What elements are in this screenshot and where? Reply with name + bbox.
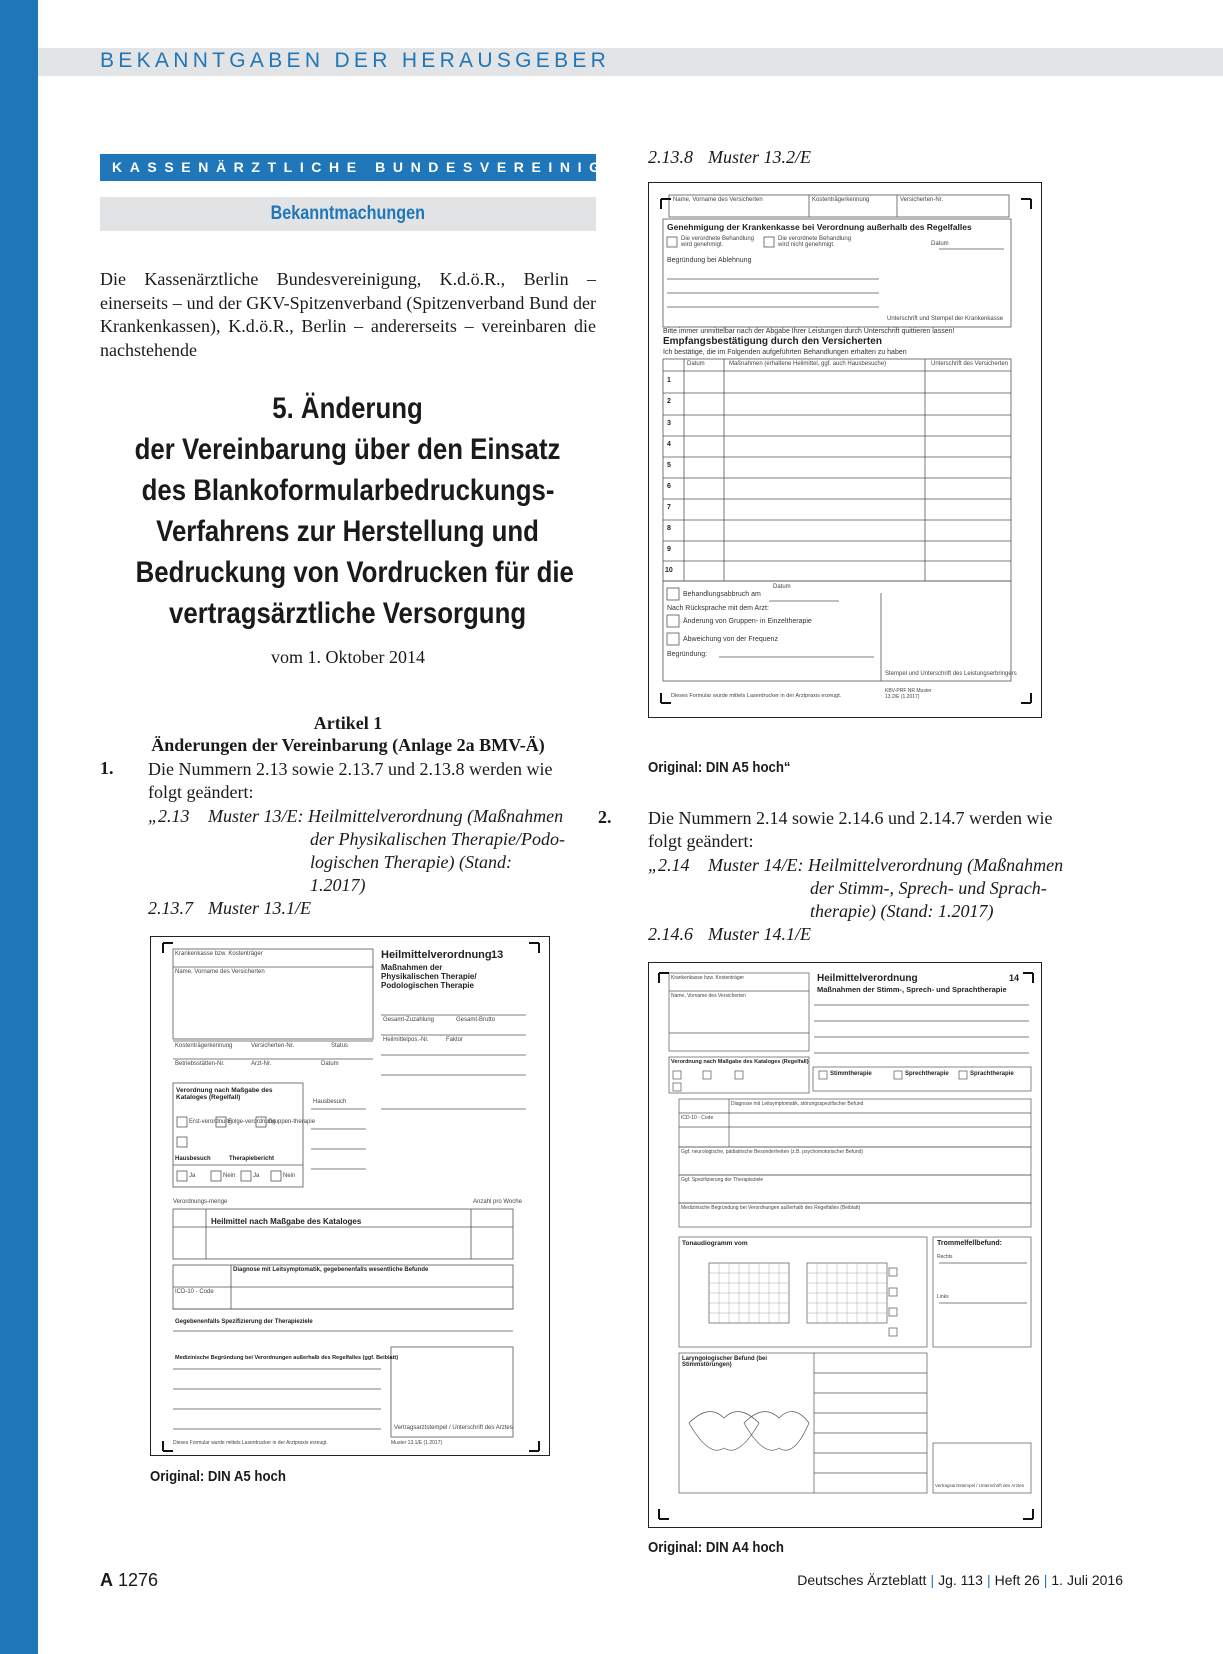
form-label: Status (331, 1043, 349, 1049)
form-label: KBV-PRF NR Muster 13.2/E (1.2017) (885, 688, 932, 700)
form-label: Medizinische Begründung bei Verordnungen außerhalb des Regelfalles (Beiblatt) (681, 1205, 861, 1211)
form-label: ICD-10 - Code (681, 1115, 714, 1121)
form-label: Tonaudiogramm vom (682, 1240, 748, 1247)
form-number: 14 (1009, 973, 1020, 983)
journal-issue: Heft 26 (994, 1572, 1040, 1588)
form-label: Datum (773, 584, 791, 590)
item-number: 1. (100, 758, 114, 778)
form-label: Laryngologischer Befund (bei Stimmstörungen) (682, 1356, 768, 1368)
form-label: Datum (321, 1061, 339, 1067)
title-line: Bedruckung von Vordrucken für die (135, 556, 574, 589)
form-label: Kostenträgerkennung (812, 197, 870, 203)
form-label: Anzahl pro Woche (473, 1199, 522, 1205)
form-label: Ja (189, 1173, 196, 1179)
form-label: Datum (687, 361, 705, 367)
sub-text: Muster 13.1/E (208, 898, 311, 918)
form-subtitle: Maßnahmen der Stimm-, Sprech- und Sprachtherapie (817, 985, 1007, 994)
title-line: vertragsärztliche Versorgung (169, 597, 527, 630)
form-label: Therapiebericht (229, 1156, 275, 1162)
form-label: Trommelfellbefund: (937, 1240, 1002, 1247)
form-label: Vertragsarztstempel / Unterschrift des Arztes (935, 1483, 1025, 1488)
form-label: Diagnose mit Leitsymptomatik, gegebenenfalls wesentliche Befunde (233, 1267, 429, 1273)
form-label: Rechts (937, 1254, 953, 1260)
row-number: 10 (665, 567, 673, 574)
journal-volume: Jg. 113 (938, 1572, 983, 1588)
form-label: Name, Vorname des Versicherten (671, 993, 746, 999)
form-label: Ja (253, 1173, 260, 1179)
form-label: Vertragsarztstempel / Unterschrift des Arztes (394, 1425, 513, 1431)
sub-text: Muster 13.2/E (708, 147, 811, 167)
form-label: Änderung von Gruppen- in Einzeltherapie (683, 618, 812, 625)
sidebar-accent (0, 0, 38, 1654)
item-text: Die Nummern 2.13 sowie 2.13.7 und 2.13.8 werden wie folgt geändert: (148, 759, 553, 802)
row-number: 4 (667, 441, 671, 448)
page-number: A 1276 (100, 1570, 159, 1590)
form-heading: Genehmigung der Krankenkasse bei Verordnung außerhalb des Regelfalles (667, 222, 972, 232)
form-label: Die verordnete Behandlung wird genehmigt. (681, 236, 755, 248)
form-label: Die verordnete Behandlung wird nicht genehmigt. (778, 236, 852, 248)
form-subtitle: Podologischen Therapie (381, 981, 474, 990)
form-label: Links (937, 1294, 949, 1300)
item-text: Die Nummern 2.14 sowie 2.14.6 und 2.14.7 werden wie folgt geändert: (648, 808, 1053, 851)
sub-number: 2.13.7 (148, 898, 193, 918)
form-label: Name, Vorname des Versicherten (673, 197, 763, 203)
quote-line: der Physikalischen Therapie/Podo- (310, 829, 565, 849)
form-label: Dieses Formular wurde mittels Laserdrucker in der Arztpraxis erzeugt. (173, 1440, 328, 1446)
form-label: Folge-verordnung (228, 1119, 276, 1125)
sub-number: 2.14.6 (648, 924, 693, 944)
document-date: vom 1. Oktober 2014 (271, 647, 425, 667)
journal-date: 1. Juli 2016 (1051, 1572, 1123, 1588)
form-label: Krankenkasse bzw. Kostenträger (175, 951, 263, 957)
quote-line: Muster 13/E: Heilmittelverordnung (Maßnahmen (208, 806, 564, 826)
form-label: Heilmittelpos.-Nr. (383, 1037, 429, 1043)
form-title: Heilmittelverordnung (817, 973, 918, 984)
quote-line: 1.2017) (310, 875, 366, 895)
quote-line: Muster 14/E: Heilmittelverordnung (Maßnahmen (708, 855, 1064, 875)
form-label: Sprachtherapie (970, 1071, 1014, 1077)
form-label: Gruppen-therapie (268, 1119, 316, 1125)
form-number: 13 (491, 949, 504, 961)
form-label: Medizinische Begründung bei Verordnungen außerhalb des Regelfalles (ggf. Beiblatt) (175, 1355, 399, 1361)
row-number: 7 (667, 504, 671, 511)
form-label: Name, Vorname des Versicherten (175, 969, 265, 975)
form-label: Gegebenenfalls Spezifizierung der Therapieziele (175, 1319, 313, 1325)
form-label: Kostenträgerkennung (175, 1043, 233, 1049)
form-label: Heilmittel nach Maßgabe des Kataloges (211, 1217, 362, 1226)
form-heading: Empfangsbestätigung durch den Versicherten (663, 336, 882, 347)
figure-caption: Original: DIN A4 hoch (648, 1539, 784, 1556)
form-label: Gesamt-Zuzahlung (383, 1017, 435, 1023)
form-label: Hausbesuch (313, 1099, 347, 1105)
journal-name: Deutsches Ärzteblatt (797, 1572, 927, 1588)
form-label: Unterschrift und Stempel der Krankenkasse (887, 316, 1004, 322)
form-label: Nach Rücksprache mit dem Arzt: (667, 605, 769, 612)
form-label: Nein (283, 1173, 296, 1179)
quote-line: therapie) (Stand: 1.2017) (810, 901, 994, 921)
form-lines (151, 937, 551, 1457)
form-label: Ggf. Spezifizierung der Therapieziele (681, 1177, 764, 1183)
figure-caption: Original: DIN A5 hoch“ (648, 759, 791, 776)
form-title: Heilmittelverordnung (381, 949, 492, 961)
title-line: 5. Änderung (272, 392, 424, 425)
form-label: Arzt-Nr. (251, 1061, 272, 1067)
form-label: Nein (223, 1173, 236, 1179)
row-number: 9 (667, 546, 671, 553)
rubric-bar (100, 197, 596, 231)
form-subtitle: Physikalischen Therapie/ (381, 972, 477, 981)
form-label: ICD-10 - Code (175, 1289, 214, 1295)
form-label: Faktor (446, 1037, 464, 1043)
title-line: Verfahrens zur Herstellung und (156, 515, 540, 548)
journal-footer: Deutsches Ärzteblatt | Jg. 113 | Heft 26 | 1. Juli 2016 (797, 1572, 1123, 1588)
form-label: Betriebsstätten-Nr. (175, 1061, 225, 1067)
form-label: Verordnung nach Maßgabe des Kataloges (Regelfall) (671, 1059, 809, 1065)
form-label: Dieses Formular wurde mittels Laserdrucker in der Arztpraxis erzeugt. (671, 693, 842, 699)
form-label: Muster 13.1/E (1.2017) (391, 1440, 443, 1446)
quote-number: „2.13 (148, 806, 190, 826)
form-label: Sprechtherapie (905, 1071, 949, 1077)
form-label: Diagnose mit Leitsymptomatik, störungsspezifischer Befund (731, 1101, 864, 1107)
form-label: Datum (931, 241, 949, 247)
form-label: Stempel und Unterschrift des Leistungserbringers (885, 671, 1017, 677)
figure-caption: Original: DIN A5 hoch (150, 1468, 286, 1485)
item-number: 2. (598, 807, 612, 827)
form-muster-13-image (150, 936, 550, 1456)
row-number: 1 (667, 377, 671, 384)
form-muster-13-2-image (648, 182, 1042, 718)
organization-bar: KASSENÄRZTLICHE BUNDESVEREINIGUNG (100, 154, 596, 181)
form-label: Ggf. neurologische, pädiatrische Besonderheiten (z.B. psychomotorischer Befund) (681, 1149, 864, 1155)
form-label: Maßnahmen (erhaltene Heilmittel, ggf. auch Hausbesuche) (729, 361, 887, 367)
document-title (100, 388, 596, 634)
form-label: Ich bestätige, die im Folgenden aufgeführten Behandlungen erhalten zu haben (663, 349, 907, 356)
form-subtitle: Maßnahmen der (381, 963, 443, 972)
article-subtitle: Änderungen der Vereinbarung (Anlage 2a BMV-Ä) (151, 735, 545, 755)
form-label: Begründung bei Ablehnung (667, 257, 752, 264)
form-label: Unterschrift des Versicherten (931, 361, 1009, 367)
form-label: Begründung: (667, 651, 708, 658)
form-label: Stimmtherapie (830, 1071, 872, 1077)
title-line: der Vereinbarung über den Einsatz (135, 433, 561, 466)
form-label: Bitte immer unmittelbar nach der Abgabe Ihrer Leistungen durch Unterschrift quittieren lassen! (663, 328, 955, 335)
row-number: 6 (667, 483, 671, 490)
intro-paragraph: Die Kassenärztliche Bundesvereinigung, K.d.ö.R., Berlin – einerseits – und der GKV-Spitzenverband (Spitzenverband Bund der Krankenkassen), K.d.ö.R., Berlin – andererseits – vereinbaren die nachstehende (100, 269, 596, 360)
form-label: Versicherten-Nr. (900, 197, 944, 203)
article-title: Artikel 1 (313, 713, 383, 733)
form-label: Gesamt-Brutto (456, 1017, 496, 1023)
quote-line: der Stimm-, Sprech- und Sprach- (810, 878, 1047, 898)
form-label: Hausbesuch (175, 1156, 211, 1162)
quote-number: „2.14 (648, 855, 690, 875)
form-label: Erst-verordnung (189, 1119, 233, 1125)
form-label: Versicherten-Nr. (251, 1043, 295, 1049)
title-line: des Blankoformularbedruckungs- (141, 474, 555, 507)
row-number: 3 (667, 420, 671, 427)
sub-number: 2.13.8 (648, 147, 693, 167)
form-muster-14-image (648, 962, 1042, 1528)
rubric-label: Bekanntmachungen (270, 203, 426, 224)
form-label: Behandlungsabbruch am (683, 591, 761, 598)
row-number: 5 (667, 462, 671, 469)
row-number: 8 (667, 525, 671, 532)
form-label: Abweichung von der Frequenz (683, 636, 778, 643)
form-label: Verordnungs-menge (173, 1199, 228, 1205)
row-number: 2 (667, 398, 671, 405)
section-header: BEKANNTGABEN DER HERAUSGEBER (100, 49, 611, 72)
form-label: Verordnung nach Maßgabe des Kataloges (Regelfall) (176, 1087, 273, 1101)
sub-text: Muster 14.1/E (708, 924, 811, 944)
form-label: Krankenkasse bzw. Kostenträger (671, 975, 745, 981)
quote-line: logischen Therapie) (Stand: (310, 852, 512, 872)
